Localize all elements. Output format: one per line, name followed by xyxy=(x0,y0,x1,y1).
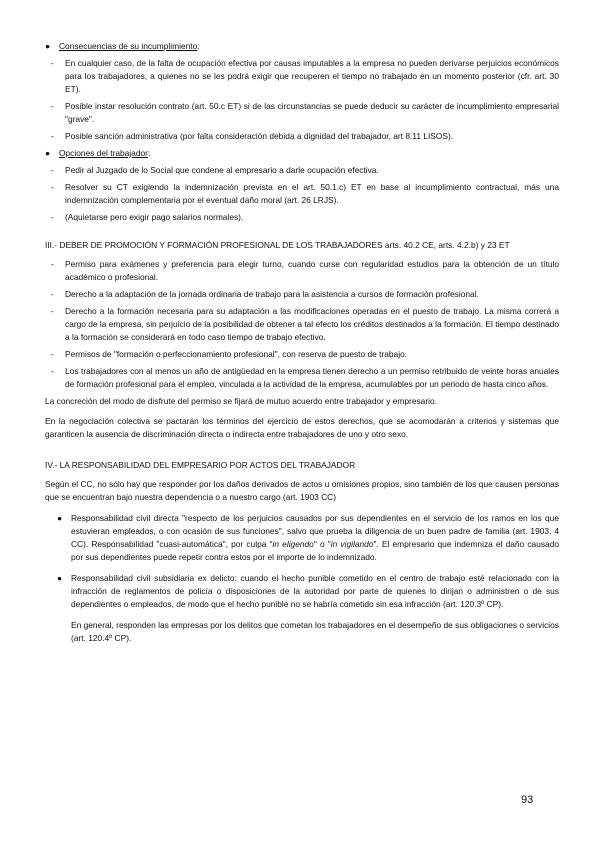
list-item: - Permiso para exámenes y preferencia para elegir turno, cuando curse con regularidad estudios para la obtención de un título académico o profesional. xyxy=(51,259,559,282)
section-heading: IV.- LA RESPONSABILIDAD DEL EMPRESARIO POR ACTOS DEL TRABAJADOR xyxy=(45,460,356,470)
list-item: - Los trabajadores con al menos un año de antigüedad en la empresa tienen derecho a un permiso retribuido de veinte horas anuales de formación profesional para el empleo, vinculada a la actividad de la empresa, acumulables por un periodo de hasta cinco años. xyxy=(51,366,559,389)
list-item: - (Aquietarse pero exigir pago salarios normales). xyxy=(51,212,244,222)
bullet-icon: ● xyxy=(57,513,63,523)
paragraph: En la negociación colectiva se pactarán los términos del ejercicio de estos derechos, que se acomodarán a criterios y sistemas que garanticen la ausencia de discriminación directa o indirecta entre trabajadores de uno y otro sexo. xyxy=(45,416,559,439)
options-heading: ● Opciones del trabajador: xyxy=(45,148,151,158)
paragraph: La concreción del modo de disfrute del permiso se fijará de mutuo acuerdo entre trabajador y empresario. xyxy=(45,396,437,406)
paragraph: En general, responden las empresas por los delitos que cometan los trabajadores en el desempeño de sus obligaciones o servicios (art. 120.4º CP). xyxy=(71,620,559,643)
list-item: - Resolver su CT exigiendo la indemnización prevista en el art. 50.1.c) ET en base al incumplimiento contractual, más una indemnización complementaria por el eventual daño moral (art. 26 LRJS). xyxy=(51,182,559,205)
list-item: - Posible instar resolución contrato (art. 50.c ET) si de las circunstancias se puede deducir su carácter de incumplimiento empresarial "grave". xyxy=(51,101,559,124)
page-content xyxy=(45,40,559,645)
bullet-icon: ● xyxy=(45,148,51,158)
list-item: - Derecho a la formación necesaria para su adaptación a las modificaciones operadas en el puesto de trabajo. La misma correrá a cargo de la empresa, sin perjuicio de la posibilidad de obtener a tal efecto los créditos destinados a la formación. El tiempo destinado a la formación se considerará en todo caso tiempo de trabajo efectivo. xyxy=(51,306,559,342)
bullet-item: ● Responsabilidad civil subsidiaria ex delicto: cuando el hecho punible cometido en el centro de trabajo esté relacionado con la infracción de reglamentos de policía o disposiciones de la autoridad por parte de quienes lo dirijan o administren o de sus dependientes o empleados, de modo que el hecho punible no se habría cometido sin esa infracción (art. 120.3º CP). xyxy=(57,573,559,609)
list-item: - En cualquier caso, de la falta de ocupación efectiva por causas imputables a la empresa no pueden derivarse perjuicios económicos para los trabajadores, a quienes no se les podrá exigir que recuperen el tiempo no trabajado en un momento posterior (cfr. art. 30 ET). xyxy=(51,58,559,94)
bullet-icon: ● xyxy=(45,41,51,51)
list-item: - Derecho a la adaptación de la jornada ordinaria de trabajo para la asistencia a cursos de formación profesional. xyxy=(51,289,479,299)
bullet-item: ● Responsabilidad civil directa "respecto de los perjuicios causados por sus dependientes en el servicio de los ramos en los que estuvieran empleados, o con ocasión de sus funciones", salvo que prueba la diligencia de un buen padre de familia (art. 1903. 4 CC). Responsabilidad "cuasi-automática", por culpa "in eligendo" o "in vigilando". El empresario que indemniza el daño causado por sus dependientes puede repetir contra estos por el importe de lo indemnizado. xyxy=(57,513,560,562)
list-item: - Posible sanción administrativa (por falta consideración debida a dignidad del trabajador, art 8.11 LISOS). xyxy=(51,131,454,141)
bullet-icon: ● xyxy=(57,573,63,583)
page-number: 93 xyxy=(521,794,534,806)
consequences-heading: ● Consecuencias de su incumplimiento: xyxy=(45,41,200,51)
paragraph: Según el CC, no sólo hay que responder por los daños derivados de actos u omisiones propios, sino también de los que causen personas que se encuentran bajo nuestra dependencia o a nuestro cargo (art. 1903 CC) xyxy=(45,479,559,502)
list-item: - Pedir al Juzgado de lo Social que condene al empresario a darle ocupación efectiva. xyxy=(51,165,379,175)
section-heading: III.- DEBER DE PROMOCIÓN Y FORMACIÓN PROFESIONAL DE LOS TRABAJADORES arts. 40.2 CE, arts. 4.2.b) y 23 ET xyxy=(45,240,510,250)
list-item: - Permisos de "formación o perfeccionamiento profesional", con reserva de puesto de trabajo. xyxy=(51,349,408,359)
